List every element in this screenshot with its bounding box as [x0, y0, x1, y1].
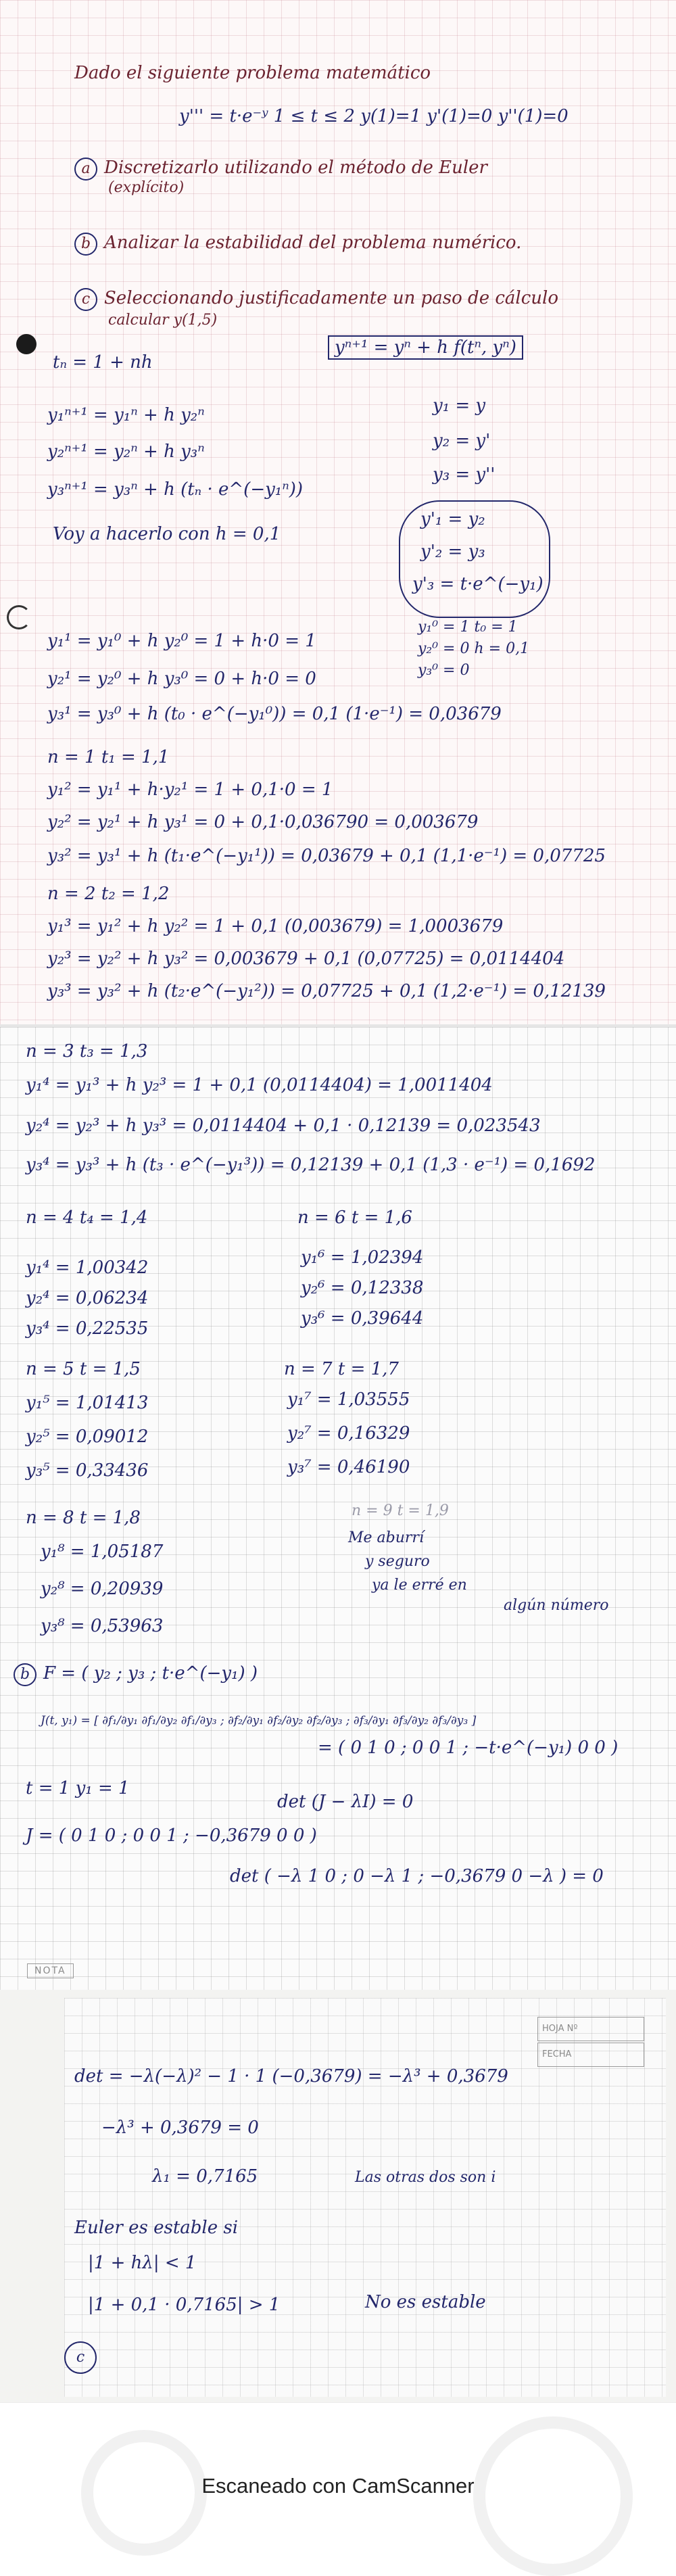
eigenvalue-real: λ₁ = 0,7165 — [152, 2166, 258, 2187]
notebook-page-1 — [0, 0, 676, 1024]
notebook-page-3 — [0, 1990, 676, 2402]
step3-y3: y₃⁴ = y₃³ + h (t₃ · e^(−y₁³)) = 0,12139 + 0,1 (1,3 · e⁻¹) = 0,1692 — [26, 1155, 596, 1175]
result-n7-y2: y₂⁷ = 0,16329 — [287, 1423, 410, 1444]
n1-header: n = 1 t₁ = 1,1 — [47, 747, 170, 767]
euler-stability-condition: Euler es estable si — [74, 2218, 239, 2238]
result-n6-y3: y₃⁶ = 0,39644 — [301, 1308, 424, 1329]
n2-header: n = 2 t₂ = 1,2 — [47, 884, 170, 904]
notebook-page-2 — [0, 1024, 676, 1993]
result-n5-y1: y₁⁵ = 1,01413 — [26, 1393, 149, 1413]
characteristic-eq: det (J − λI) = 0 — [277, 1792, 414, 1812]
result-n8-y2: y₂⁸ = 0,20939 — [41, 1579, 164, 1599]
result-n8-y1: y₁⁸ = 1,05187 — [41, 1542, 164, 1562]
n3-header: n = 3 t₃ = 1,3 — [26, 1041, 148, 1062]
system-eq-3: y'₃ = t·e^(−y₁) — [412, 574, 544, 594]
part-c-marker — [64, 2341, 103, 2374]
result-n4-y2: y₂⁴ = 0,06234 — [26, 1288, 149, 1308]
camscanner-caption: Escaneado con CamScanner — [201, 2474, 475, 2498]
stability-inequality: |1 + hλ| < 1 — [88, 2253, 197, 2273]
stability-verdict: No es estable — [365, 2292, 486, 2312]
jacobian-definition: J(t, y₁) = [ ∂f₁/∂y₁ ∂f₁/∂y₂ ∂f₁/∂y₃ ; ∂f₂/∂y₁ ∂f₂/∂y₂ ∂f₂/∂y₃ ; ∂f₃/∂y₁ ∂f₃/∂y₂ ∂f₃/∂y₃ ] — [41, 1714, 477, 1727]
characteristic-polynomial: −λ³ + 0,3679 = 0 — [101, 2118, 259, 2138]
step1-y1: y₁² = y₁¹ + h·y₂¹ = 1 + 0,1·0 = 1 — [47, 780, 333, 800]
step1-y2: y₂² = y₂¹ + h y₃¹ = 0 + 0,1·0,036790 = 0,003679 — [47, 812, 479, 832]
circled-b: b — [74, 233, 97, 256]
jacobian-numeric: J = ( 0 1 0 ; 0 0 1 ; −0,3679 0 0 ) — [26, 1826, 317, 1846]
step-size-note: Voy a hacerlo con h = 0,1 — [53, 524, 281, 544]
margin-note-2: y seguro — [365, 1553, 430, 1570]
step3-y1: y₁⁴ = y₁³ + h y₂³ = 1 + 0,1 (0,0114404) = 1,0011404 — [26, 1075, 493, 1095]
step0-y2: y₂¹ = y₂⁰ + h y₃⁰ = 0 + h·0 = 0 — [47, 669, 316, 689]
result-n4-y3: y₃⁴ = 0,22535 — [26, 1318, 149, 1339]
nota-label: NOTA — [27, 1963, 74, 1978]
n7-header: n = 7 t = 1,7 — [284, 1359, 399, 1379]
hoja-number-box: HOJA Nº — [537, 2017, 644, 2041]
binder-hole — [7, 605, 31, 629]
problem-title: Dado el siguiente problema matemático — [74, 63, 431, 83]
result-n7-y3: y₃⁷ = 0,46190 — [287, 1457, 410, 1477]
step1-y3: y₃² = y₃¹ + h (t₁·e^(−y₁¹)) = 0,03679 + 0,1 (1,1·e⁻¹) = 0,07725 — [47, 846, 606, 866]
part-a-note: (explícito) — [108, 179, 185, 196]
fecha-box: FECHA — [537, 2043, 644, 2067]
part-c-text: c Seleccionando justificadamente un paso de cálculo — [74, 287, 558, 311]
step2-y3: y₃³ = y₃² + h (t₂·e^(−y₁²)) = 0,07725 + 0,1 (1,2·e⁻¹) = 0,12139 — [47, 981, 606, 1001]
circled-b: b — [14, 1663, 37, 1686]
step0-y3: y₃¹ = y₃⁰ + h (t₀ · e^(−y₁⁰)) = 0,1 (1·e⁻¹) = 0,03679 — [47, 704, 502, 724]
initial-y3: y₃⁰ = 0 — [418, 662, 470, 679]
n9-header: n = 9 t = 1,9 — [352, 1502, 449, 1519]
determinant-expansion: det = −λ(−λ)² − 1 · 1 (−0,3679) = −λ³ + 0,3679 — [74, 2066, 508, 2086]
initial-y2: y₂⁰ = 0 h = 0,1 — [418, 640, 530, 657]
n5-header: n = 5 t = 1,5 — [26, 1359, 141, 1379]
system-eq-1: y'₁ = y₂ — [420, 509, 485, 529]
n8-header: n = 8 t = 1,8 — [26, 1508, 141, 1528]
part-b-section: b F = ( y₂ ; y₃ ; t·e^(−y₁) ) — [14, 1663, 258, 1686]
step3-y2: y₂⁴ = y₂³ + h y₃³ = 0,0114404 + 0,1 · 0,12139 = 0,023543 — [26, 1116, 541, 1136]
result-n8-y3: y₃⁸ = 0,53963 — [41, 1616, 164, 1636]
characteristic-det: det ( −λ 1 0 ; 0 −λ 1 ; −0,3679 0 −λ ) = 0 — [230, 1866, 604, 1886]
discretization-y2: y₂ⁿ⁺¹ = y₂ⁿ + h y₃ⁿ — [47, 442, 205, 462]
result-n6-y2: y₂⁶ = 0,12338 — [301, 1278, 424, 1298]
jacobian-evaluated: = ( 0 1 0 ; 0 0 1 ; −t·e^(−y₁) 0 0 ) — [318, 1738, 619, 1758]
circled-c: c — [74, 288, 97, 311]
result-n6-y1: y₁⁶ = 1,02394 — [301, 1247, 424, 1268]
initial-y1: y₁⁰ = 1 t₀ = 1 — [418, 619, 518, 636]
n6-header: n = 6 t = 1,6 — [297, 1208, 412, 1228]
margin-note-3: ya le erré en — [372, 1577, 467, 1594]
result-n7-y1: y₁⁷ = 1,03555 — [287, 1389, 410, 1410]
binder-hole — [16, 334, 37, 354]
part-a-text: a Discretizarlo utilizando el método de Euler — [74, 157, 487, 181]
variable-y3: y₃ = y'' — [433, 464, 496, 485]
result-n5-y2: y₂⁵ = 0,09012 — [26, 1427, 149, 1447]
result-n4-y1: y₁⁴ = 1,00342 — [26, 1258, 149, 1278]
circled-c: c — [64, 2341, 97, 2374]
eigenvalues-others: Las otras dos son i — [355, 2169, 496, 2186]
result-n5-y3: y₃⁵ = 0,33436 — [26, 1460, 149, 1481]
step0-y1: y₁¹ = y₁⁰ + h y₂⁰ = 1 + h·0 = 1 — [47, 631, 316, 651]
part-b-text: b Analizar la estabilidad del problema numérico. — [74, 232, 521, 256]
variable-y2: y₂ = y' — [433, 431, 491, 451]
margin-note-4: algún número — [504, 1597, 609, 1614]
problem-equation: y''' = t·e⁻ʸ 1 ≤ t ≤ 2 y(1)=1 y'(1)=0 y''(1)=0 — [179, 106, 569, 126]
stability-check: |1 + 0,1 · 0,7165| > 1 — [88, 2295, 281, 2315]
variable-y1: y₁ = y — [433, 396, 486, 416]
euler-formula-box: yⁿ⁺¹ = yⁿ + h f(tⁿ, yⁿ) — [328, 335, 523, 360]
discretization-y3: y₃ⁿ⁺¹ = y₃ⁿ + h (tₙ · e^(−y₁ⁿ)) — [47, 479, 304, 500]
margin-note-1: Me aburrí — [348, 1529, 424, 1546]
discretization-y1: y₁ⁿ⁺¹ = y₁ⁿ + h y₂ⁿ — [47, 405, 205, 425]
paper-sheet — [64, 1998, 666, 2397]
n4-header: n = 4 t₄ = 1,4 — [26, 1208, 148, 1228]
evaluation-point: t = 1 y₁ = 1 — [26, 1778, 130, 1798]
tn-definition: tₙ = 1 + nh — [53, 352, 153, 373]
step2-y1: y₁³ = y₁² + h y₂² = 1 + 0,1 (0,003679) = 1,0003679 — [47, 916, 504, 936]
step2-y2: y₂³ = y₂² + h y₃² = 0,003679 + 0,1 (0,07725) = 0,0114404 — [47, 949, 565, 969]
part-c-text-2: calcular y(1,5) — [108, 312, 218, 329]
circled-a: a — [74, 158, 97, 181]
scanner-watermark-footer — [0, 2402, 676, 2558]
system-eq-2: y'₂ = y₃ — [420, 542, 485, 562]
